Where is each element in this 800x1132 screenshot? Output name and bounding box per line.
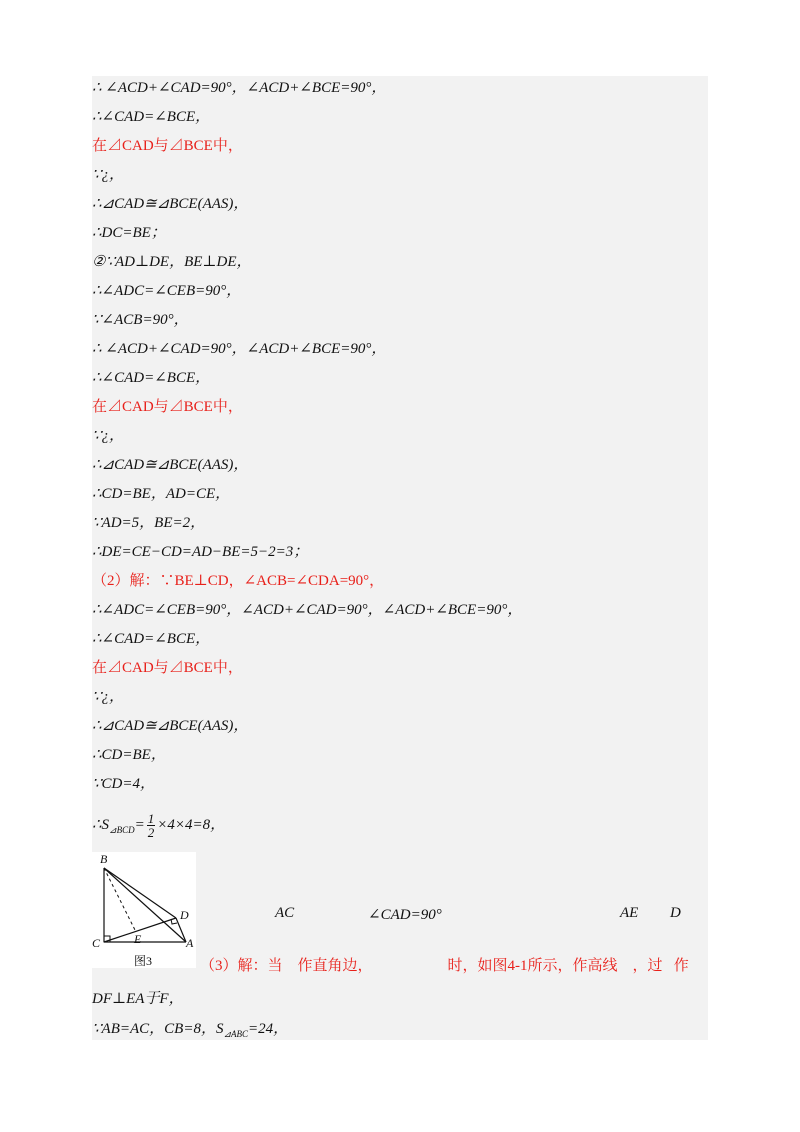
float-ac: AC [275, 905, 295, 921]
part3-line3-sub: ⊿ABC [223, 1029, 248, 1039]
solution-line: ∴CD=BE， [92, 747, 166, 763]
solution-line: ∴⊿CAD≅⊿BCE(AAS)， [92, 196, 249, 212]
label-a: A [186, 936, 194, 950]
label-e: E [134, 932, 142, 946]
area-eq: = [134, 816, 145, 833]
solution-line: ∴∠ADC=∠CEB=90°，∠ACD+∠CAD=90°，∠ACD+∠BCE=90°， [92, 602, 523, 618]
solution-line: ∴DC=BE； [92, 225, 166, 241]
solution-line: ∴⊿CAD≅⊿BCE(AAS)， [92, 718, 249, 734]
float-angle: ∠CAD=90° [368, 907, 442, 923]
geometry-figure-3 [92, 852, 196, 968]
solution-line: ∵AD=5，BE=2， [92, 515, 206, 531]
part3-line1: （3）解：当 作直角边， 时，如图4-1所示，作高线 ，过 作 [200, 958, 689, 974]
solution-line: ∵∠ACB=90°， [92, 312, 189, 328]
area-subscript: ⊿BCD [109, 824, 135, 835]
part3-line3 [92, 1018, 288, 1040]
area-prefix: ∴S [92, 816, 110, 833]
label-d: D [180, 908, 189, 922]
label-c: C [92, 936, 101, 950]
part3-line2-text: DF⊥EA于F， [92, 991, 184, 1007]
part3-line3-rest: =24， [248, 1021, 289, 1037]
part3-line3-prefix: ∵AB=AC，CB=8，S [92, 1021, 224, 1037]
fraction-numerator: 1 [147, 811, 155, 826]
label-b: B [100, 852, 108, 866]
solution-line: 在⊿CAD与⊿BCE中， [92, 399, 243, 415]
solution-line: ∴⊿CAD≅⊿BCE(AAS)， [92, 457, 249, 473]
solution-line: ∴DE=CE−CD=AD−BE=5−2=3； [92, 544, 309, 560]
solution-line: （2）解：∵BE⊥CD，∠ACB=∠CDA=90°， [92, 573, 385, 589]
part3-line2 [92, 988, 184, 1010]
solution-line: ∴ ∠ACD+∠CAD=90°，∠ACD+∠BCE=90°， [92, 80, 387, 96]
solution-line: ∵¿， [92, 689, 125, 705]
solution-line: 在⊿CAD与⊿BCE中， [92, 660, 243, 676]
solution-line: ∴∠CAD=∠BCE， [92, 109, 211, 125]
solution-line: ②∵AD⊥DE，BE⊥DE， [92, 254, 252, 270]
area-rest: ×4×4=8， [157, 816, 226, 833]
solution-line: ∵¿， [92, 167, 125, 183]
float-d: D [670, 905, 681, 921]
fraction-one-half [147, 812, 156, 839]
solution-line: ∵CD=4， [92, 776, 156, 792]
solution-line: ∴CD=BE，AD=CE， [92, 486, 231, 502]
solution-line: ∵¿， [92, 428, 125, 444]
solution-line: ∴∠CAD=∠BCE， [92, 631, 211, 647]
solution-line: 在⊿CAD与⊿BCE中， [92, 138, 243, 154]
solution-line: ∴∠CAD=∠BCE， [92, 370, 211, 386]
solution-line: ∴∠ADC=∠CEB=90°， [92, 283, 242, 299]
area-line [92, 811, 226, 840]
float-ae: AE [620, 905, 639, 921]
solution-line: ∴ ∠ACD+∠CAD=90°，∠ACD+∠BCE=90°， [92, 341, 387, 357]
figure-caption: 图3 [134, 954, 153, 968]
fraction-denominator: 2 [147, 825, 155, 840]
